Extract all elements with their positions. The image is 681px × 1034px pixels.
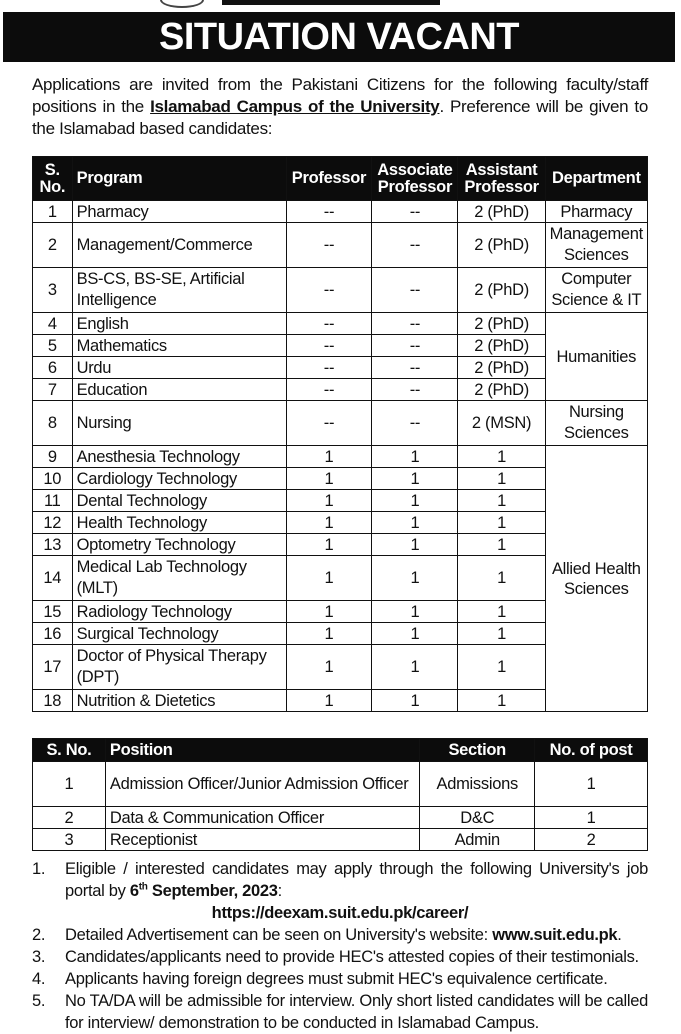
cell-sno: 4 [33, 313, 73, 335]
cell-program: Management/Commerce [72, 223, 286, 268]
cell-sno: 2 [33, 223, 73, 268]
table-row [33, 807, 648, 829]
header-staff-sno: S. No. [33, 739, 106, 762]
note-2 [32, 924, 648, 946]
note-number: 5. [32, 992, 46, 1010]
cell-posts: 1 [535, 762, 648, 807]
cell-sno: 10 [33, 468, 73, 490]
note-number: 3. [32, 948, 46, 966]
header-associate-professor: Associate Professor [372, 157, 458, 201]
note-colon: : [277, 882, 282, 900]
table-row [33, 762, 648, 807]
cell-program: Anesthesia Technology [72, 446, 286, 468]
cell-sno: 12 [33, 512, 73, 534]
cell-associate: -- [372, 335, 458, 357]
cell-assistant: 2 (PhD) [458, 357, 545, 379]
cell-program: Medical Lab Technology (MLT) [72, 556, 286, 601]
cell-section: D&C [420, 807, 535, 829]
cell-associate: 1 [372, 446, 458, 468]
header-assistant-professor: Assistant Professor [458, 157, 545, 201]
cell-assistant: 1 [458, 601, 545, 623]
deadline-date: 6th September, 2023 [129, 881, 278, 900]
faculty-table [32, 156, 648, 712]
cell-sno: 7 [33, 379, 73, 401]
cell-professor: 1 [286, 601, 372, 623]
cell-assistant: 1 [458, 623, 545, 645]
header-program: Program [72, 157, 286, 201]
cell-assistant: 2 (PhD) [458, 313, 545, 335]
cell-sno: 1 [33, 762, 106, 807]
cell-sno: 3 [33, 829, 106, 851]
cell-program: Optometry Technology [72, 534, 286, 556]
cell-assistant: 1 [458, 534, 545, 556]
cell-program: BS-CS, BS-SE, Artificial Intelligence [72, 268, 286, 313]
cell-assistant: 1 [458, 468, 545, 490]
table-row [33, 223, 648, 268]
note-number: 1. [32, 860, 46, 878]
cell-section: Admissions [420, 762, 535, 807]
note-number: 2. [32, 926, 46, 944]
cell-sno: 13 [33, 534, 73, 556]
cell-sno: 14 [33, 556, 73, 601]
cell-assistant: 2 (PhD) [458, 379, 545, 401]
cell-professor: -- [286, 379, 372, 401]
staff-header-row [33, 739, 648, 762]
cell-professor: -- [286, 401, 372, 446]
cell-assistant: 2 (PhD) [458, 201, 545, 223]
cell-professor: -- [286, 357, 372, 379]
cell-program: Nursing [72, 401, 286, 446]
cell-professor: -- [286, 223, 372, 268]
cell-posts: 2 [535, 829, 648, 851]
cell-program: Urdu [72, 357, 286, 379]
career-portal-link[interactable]: https://deexam.suit.edu.pk/career/ [211, 904, 469, 922]
cell-program: Mathematics [72, 335, 286, 357]
cell-department-allied: Allied Health Sciences [545, 446, 647, 712]
top-fragment [0, 0, 681, 10]
cell-program: Dental Technology [72, 490, 286, 512]
cell-sno: 18 [33, 690, 73, 712]
cell-position: Admission Officer/Junior Admission Officer [105, 762, 419, 807]
cell-professor: 1 [286, 534, 372, 556]
cell-associate: -- [372, 357, 458, 379]
intro-campus-highlight: Islamabad Campus of the University [150, 97, 440, 116]
cell-assistant: 1 [458, 512, 545, 534]
intro-text-before: Applications are invited from the Pakistani Citizens for the following faculty/staff positions in the [32, 75, 648, 116]
cell-program: Nutrition & Dietetics [72, 690, 286, 712]
cell-professor: -- [286, 313, 372, 335]
table-row [33, 201, 648, 223]
cell-sno: 3 [33, 268, 73, 313]
cell-assistant: 2 (PhD) [458, 268, 545, 313]
cell-associate: 1 [372, 556, 458, 601]
cell-professor: 1 [286, 446, 372, 468]
cell-department-cs: Computer Science & IT [545, 268, 647, 313]
staff-table [32, 738, 648, 851]
cell-department-pharmacy: Pharmacy [545, 201, 647, 223]
cell-department-nursing: Nursing Sciences [545, 401, 647, 446]
cell-professor: -- [286, 268, 372, 313]
cell-program: Cardiology Technology [72, 468, 286, 490]
note-dot: . [617, 926, 622, 944]
note-text: Applicants having foreign degrees must submit HEC's equivalence certificate. [65, 970, 608, 988]
cell-associate: -- [372, 223, 458, 268]
cell-professor: -- [286, 201, 372, 223]
table-row [33, 446, 648, 468]
cell-assistant: 2 (PhD) [458, 223, 545, 268]
cell-associate: 1 [372, 512, 458, 534]
cell-associate: 1 [372, 645, 458, 690]
cell-sno: 9 [33, 446, 73, 468]
intro-paragraph [32, 74, 648, 140]
cell-associate: -- [372, 201, 458, 223]
note-number: 4. [32, 970, 46, 988]
cell-assistant: 1 [458, 645, 545, 690]
cell-posts: 1 [535, 807, 648, 829]
table-row [33, 268, 648, 313]
table-row [33, 829, 648, 851]
page-title: SITUATION VACANT [3, 12, 675, 62]
cell-professor: 1 [286, 690, 372, 712]
header-no-of-post: No. of post [535, 739, 648, 762]
cell-program: Pharmacy [72, 201, 286, 223]
cell-program: Doctor of Physical Therapy (DPT) [72, 645, 286, 690]
cell-assistant: 1 [458, 690, 545, 712]
cell-position: Receptionist [105, 829, 419, 851]
table-row [33, 401, 648, 446]
note-text: No TA/DA will be admissible for interview. Only short listed candidates will be called for interview/ demonstration to be conducted in Islamabad Campus. [65, 992, 648, 1032]
cell-sno: 15 [33, 601, 73, 623]
cell-professor: 1 [286, 468, 372, 490]
cell-associate: 1 [372, 623, 458, 645]
cell-associate: 1 [372, 490, 458, 512]
cell-department-management: Management Sciences [545, 223, 647, 268]
table-row [33, 313, 648, 335]
cell-professor: 1 [286, 490, 372, 512]
cell-position: Data & Communication Officer [105, 807, 419, 829]
note-text: Candidates/applicants need to provide HEC's attested copies of their testimonials. [65, 948, 639, 966]
seal-fragment [160, 0, 204, 8]
note-4 [32, 968, 648, 990]
header-bar-fragment [222, 0, 440, 5]
intro-text-after: . Preference will be given to the Islamabad based candidates: [32, 97, 648, 138]
cell-professor: 1 [286, 623, 372, 645]
cell-assistant: 2 (PhD) [458, 335, 545, 357]
notes-list [32, 858, 648, 1034]
note-text: Detailed Advertisement can be seen on University's website: [65, 926, 493, 944]
cell-sno: 16 [33, 623, 73, 645]
cell-associate: 1 [372, 601, 458, 623]
cell-sno: 2 [33, 807, 106, 829]
cell-professor: 1 [286, 556, 372, 601]
cell-assistant: 2 (MSN) [458, 401, 545, 446]
header-sno: S. No. [33, 157, 73, 201]
cell-program: Health Technology [72, 512, 286, 534]
header-position: Position [105, 739, 419, 762]
cell-associate: -- [372, 313, 458, 335]
cell-associate: 1 [372, 534, 458, 556]
cell-sno: 17 [33, 645, 73, 690]
header-section: Section [420, 739, 535, 762]
cell-professor: 1 [286, 645, 372, 690]
cell-program: English [72, 313, 286, 335]
cell-associate: 1 [372, 468, 458, 490]
cell-sno: 6 [33, 357, 73, 379]
cell-professor: -- [286, 335, 372, 357]
cell-associate: -- [372, 379, 458, 401]
cell-professor: 1 [286, 512, 372, 534]
website-link[interactable]: www.suit.edu.pk [492, 926, 618, 944]
cell-program: Education [72, 379, 286, 401]
header-department: Department [545, 157, 647, 201]
cell-sno: 8 [33, 401, 73, 446]
cell-assistant: 1 [458, 490, 545, 512]
cell-section: Admin [420, 829, 535, 851]
faculty-header-row [33, 157, 648, 201]
cell-sno: 5 [33, 335, 73, 357]
cell-assistant: 1 [458, 446, 545, 468]
header-professor: Professor [286, 157, 372, 201]
note-text: Eligible / interested candidates may apply through the following University's job portal by [65, 860, 648, 900]
cell-program: Radiology Technology [72, 601, 286, 623]
cell-associate: -- [372, 268, 458, 313]
cell-program: Surgical Technology [72, 623, 286, 645]
cell-sno: 11 [33, 490, 73, 512]
note-5 [32, 990, 648, 1034]
cell-assistant: 1 [458, 556, 545, 601]
cell-associate: -- [372, 401, 458, 446]
note-1 [32, 858, 648, 902]
cell-department-humanities: Humanities [545, 313, 647, 401]
cell-sno: 1 [33, 201, 73, 223]
cell-associate: 1 [372, 690, 458, 712]
note-3 [32, 946, 648, 968]
